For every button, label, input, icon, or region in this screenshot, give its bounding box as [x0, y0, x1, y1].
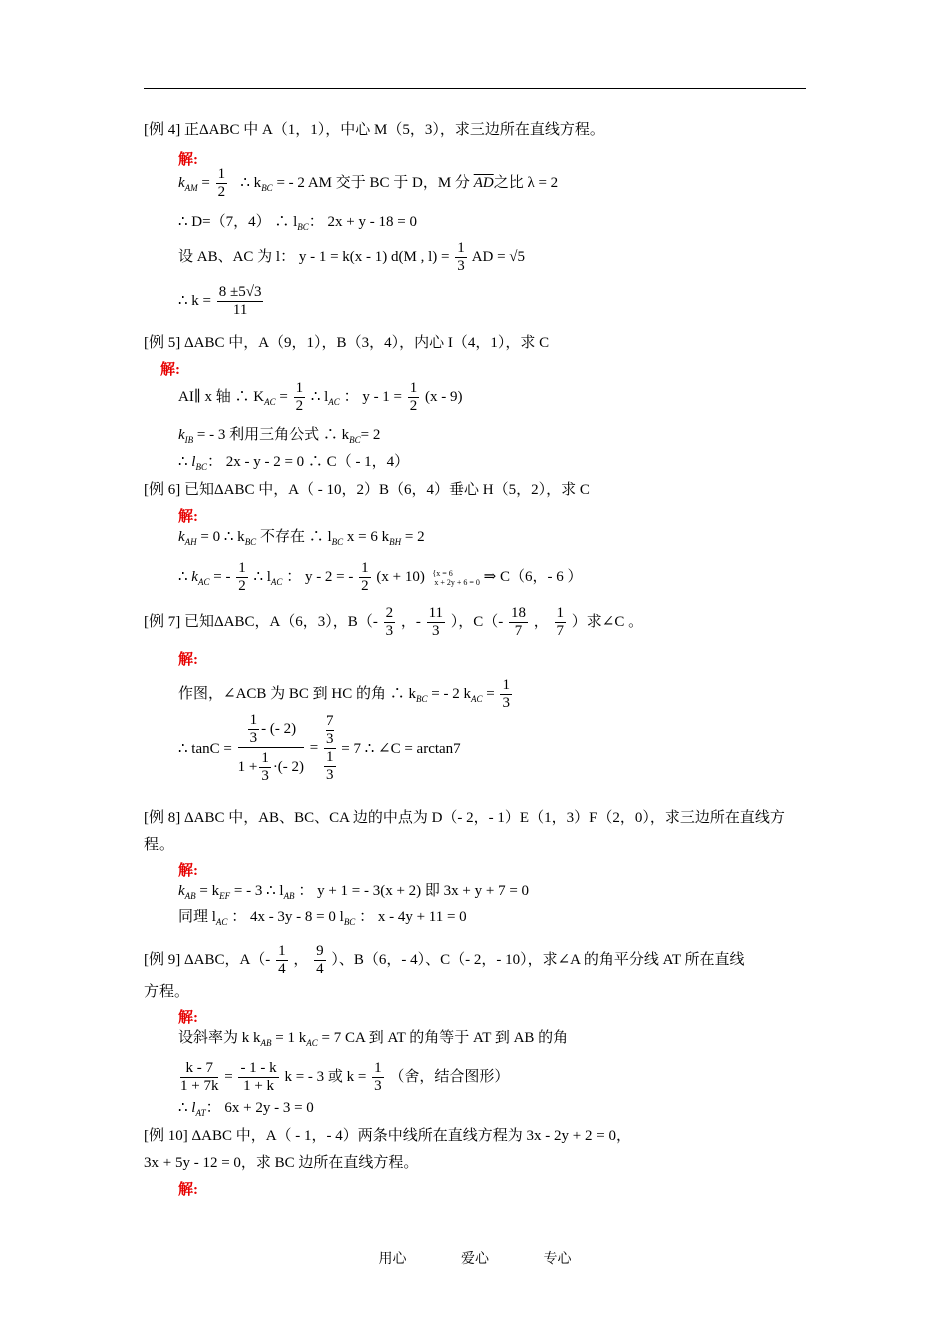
- example-6-title: [例 6] 已知ΔABC 中，A（ - 10，2）B（6，4）垂心 H（5，2），求 C: [144, 482, 590, 498]
- page-footer: [0, 1248, 950, 1268]
- solution-label: 解:: [178, 152, 198, 168]
- solution-label: 解:: [178, 1010, 198, 1026]
- example-8-line-1: $k_{AB} = k_{EF}$ = - 3 ∴ $l_{AB}$ ： y + 1 = - 3(x + 2) 即 3x + y + 7 = 0: [178, 883, 530, 901]
- example-5-line-2: $k_{IB}$ = - 3 利用三角公式 ∴ $k_{BC}= 2$: [178, 427, 381, 445]
- example-7-line-1: 作图，∠ACB 为 BC 到 HC 的角 ∴ $k_{BC}$ = - 2 $k_{AC}$ = $\frac{1}{3}$: [178, 677, 510, 711]
- example-5-title: [例 5] ΔABC 中，A（9，1），B（3，4），内心 I（4，1），求 C: [144, 335, 550, 351]
- footer-item: 爱心: [461, 1251, 489, 1267]
- example-9-line-1: 设斜率为 k $k_{AB} = 1$ $k_{AC} = 7$ CA 到 AT 的角等于 AT 到 AB 的角: [178, 1030, 569, 1048]
- example-9-line-2: $\frac{k - 7}{1 + 7k}$ = $\frac{- 1 - k}{1 + k}$ k = - 3 或 k = $\frac{1}{3}$ （舍，结合图形）: [180, 1060, 510, 1094]
- example-7-title: [例 7] 已知ΔABC，A（6，3），B（- $\frac{2}{3}$ ，- $\frac{11}{3}$ ），C（- $\frac{18}{7}$ ， $\frac{1}{7}$ ）求∠C 。: [144, 605, 644, 639]
- solution-label: 解:: [178, 1182, 198, 1198]
- solution-label: 解:: [178, 509, 198, 525]
- solution-label: 解:: [178, 863, 198, 879]
- footer-item: 用心: [378, 1251, 407, 1267]
- example-9-title-line-2: 方程。: [144, 984, 190, 1000]
- example-8-title-line-2: 程。: [144, 837, 175, 853]
- example-4-line-2: ∴ D=（7，4） ∴ $l_{BC}$： 2x + y - 18 = 0: [178, 214, 417, 232]
- example-5-line-3: ∴ $l_{BC}$： 2x - y - 2 = 0 ∴ C（ - 1，4）: [178, 454, 410, 472]
- footer-item: 专心: [543, 1251, 572, 1267]
- header-rule: [144, 88, 806, 89]
- solution-label: 解:: [178, 652, 198, 668]
- solution-label: 解:: [160, 362, 180, 378]
- example-4-title: [例 4] 正ΔABC 中 A（1，1），中心 M（5，3），求三边所在直线方程。: [144, 122, 605, 138]
- example-7-tan-formula: ∴ tanC = $\frac{1}{3}$ - (- 2) 1 + $\frac{1}{3}$ ·(- 2) = 7 3 1 3 = 7 ∴ ∠C = arctan7: [178, 712, 461, 784]
- example-6-line-2: ∴ $k_{AC}$ = - $\frac{1}{2}$ ∴ $l_{AC}$ ： y - 2 = - $\frac{1}{2}$ (x + 10) {x = 6 x + 2y + 6 = 0 ⇒ C（6，- 6 ）: [178, 560, 583, 594]
- example-6-line-1: $k_{AH} = 0$ ∴ $k_{BC}$ 不存在 ∴ $l_{BC}$ x = 6 $k_{BH} = 2$: [178, 529, 425, 547]
- example-10-title-line-1: [例 10] ΔABC 中，A（ - 1，- 4）两条中线所在直线方程为 3x - 2y + 2 = 0，: [144, 1128, 631, 1144]
- example-5-line-1: AI∥ x 轴 ∴ $K_{AC}$ = $\frac{1}{2}$ ∴ $l_{AC}$ ： y - 1 = $\frac{1}{2}$ (x - 9): [178, 380, 463, 414]
- example-8-title-line-1: [例 8] ΔABC 中，AB、BC、CA 边的中点为 D（- 2，- 1）E（1，3）F（2，0），求三边所在直线方: [144, 810, 785, 826]
- example-10-title-line-2: 3x + 5y - 12 = 0，求 BC 边所在直线方程。: [144, 1155, 419, 1171]
- example-4-line-3: 设 AB、AC 为 l： y - 1 = k(x - 1) d(M , l) = $\frac{1}{3}$ AD = √5: [178, 240, 526, 274]
- example-4-line-4: ∴ k = $\frac{8 \pm 5√3}{11}$: [178, 284, 262, 318]
- equation-system: {x = 6 x + 2y + 6 = 0: [432, 568, 480, 587]
- example-8-line-2: 同理 $l_{AC}$ ： 4x - 3y - 8 = 0 $l_{BC}$ ： x - 4y + 11 = 0: [178, 909, 467, 927]
- example-4-line-1: $k_{AM}$ = $\frac{1}{2}$ ∴ $k_{BC}$ = - 2 AM 交于 BC 于 D，M 分 $\overline{AD}$之比 λ = 2: [178, 166, 559, 200]
- example-9-line-3: ∴ $l_{AT}$： 6x + 2y - 3 = 0: [178, 1100, 314, 1118]
- example-9-title: [例 9] ΔABC，A（- $\frac{1}{4}$ ， $\frac{9}{4}$ ）、B（6，- 4）、C（- 2，- 10），求∠A 的角平分线 AT 所在直线: [144, 943, 745, 977]
